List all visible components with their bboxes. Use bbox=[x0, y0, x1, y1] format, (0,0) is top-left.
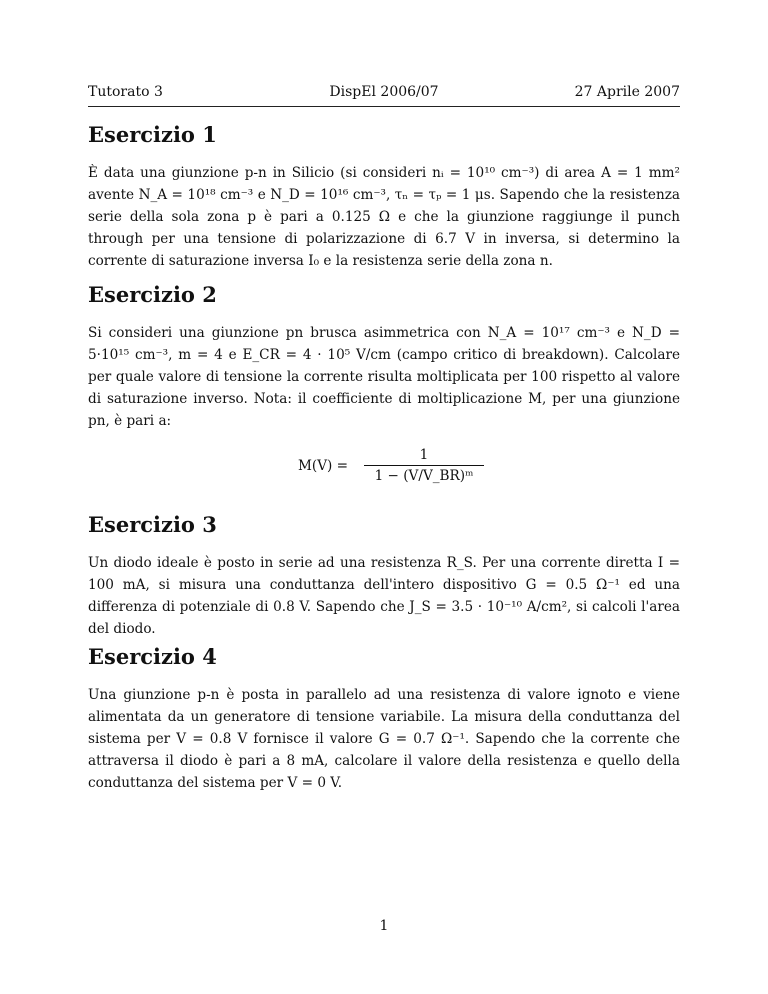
exercise-2-title: Esercizio 2 bbox=[88, 282, 217, 307]
equation-denominator: 1 − (V/V_BR)ᵐ bbox=[374, 468, 474, 484]
exercise-3-title: Esercizio 3 bbox=[88, 512, 217, 537]
exercise-2-text: Si consideri una giunzione pn brusca asimmetrica con N_A = 10¹⁷ cm⁻³ e N_D = 5·10¹⁵ cm⁻³, m = 4 e E_CR = 4 · 10⁵ V/cm (campo critico di breakdown). Calcolare per quale valore di tensione la corrente risulta moltiplicata per 100 rispetto al valore di saturazione inverso. Nota: il coefficiente di moltiplicazione M, per una giunzione pn, è pari a: bbox=[88, 325, 680, 429]
header-date: 27 Aprile 2007 bbox=[574, 84, 680, 100]
page-header bbox=[88, 84, 680, 104]
exercise-4-title: Esercizio 4 bbox=[88, 644, 217, 669]
page-number: 1 bbox=[379, 918, 389, 934]
fraction-bar bbox=[364, 465, 484, 466]
header-title: DispEl 2006/07 bbox=[329, 84, 439, 100]
equation-numerator: 1 bbox=[419, 447, 429, 463]
exercise-3-text: Un diodo ideale è posto in serie ad una resistenza R_S. Per una corrente diretta I = 100 mA, si misura una conduttanza dell'intero dispositivo G = 0.5 Ω⁻¹ ed una differenza di potenziale di 0.8 V. Sapendo che J_S = 3.5 · 10⁻¹⁰ A/cm², si calcoli l'area del diodo. bbox=[88, 555, 680, 637]
exercise-1 bbox=[88, 118, 680, 272]
exercise-4 bbox=[88, 640, 680, 794]
exercise-2 bbox=[88, 278, 680, 486]
multiplication-equation bbox=[88, 446, 680, 486]
equation-fraction bbox=[364, 446, 484, 485]
exercise-4-text: Una giunzione p-n è posta in parallelo ad una resistenza di valore ignoto e viene alimentata da un generatore di tensione variabile. La misura della conduttanza del sistema per V = 0.8 V fornisce il valore G = 0.7 Ω⁻¹. Sapendo che la corrente che attraversa il diodo è pari a 8 mA, calcolare il valore della resistenza e quello della conduttanza del sistema per V = 0 V. bbox=[88, 687, 680, 791]
exercise-1-title: Esercizio 1 bbox=[88, 122, 217, 147]
header-rule bbox=[88, 106, 680, 107]
exercise-1-text: È data una giunzione p-n in Silicio (si consideri nᵢ = 10¹⁰ cm⁻³) di area A = 1 mm² avente N_A = 10¹⁸ cm⁻³ e N_D = 10¹⁶ cm⁻³, τₙ = τₚ = 1 μs. Sapendo che la resistenza serie della sola zona p è pari a 0.125 Ω e che la giunzione raggiunge il punch through per una tensione di polarizzazione di 6.7 V in inversa, si determino la corrente di saturazione inversa I₀ e la resistenza serie della zona n. bbox=[88, 165, 680, 269]
header-course: Tutorato 3 bbox=[88, 84, 163, 100]
exercise-3 bbox=[88, 508, 680, 640]
equation-lhs: M(V) = bbox=[298, 458, 349, 474]
